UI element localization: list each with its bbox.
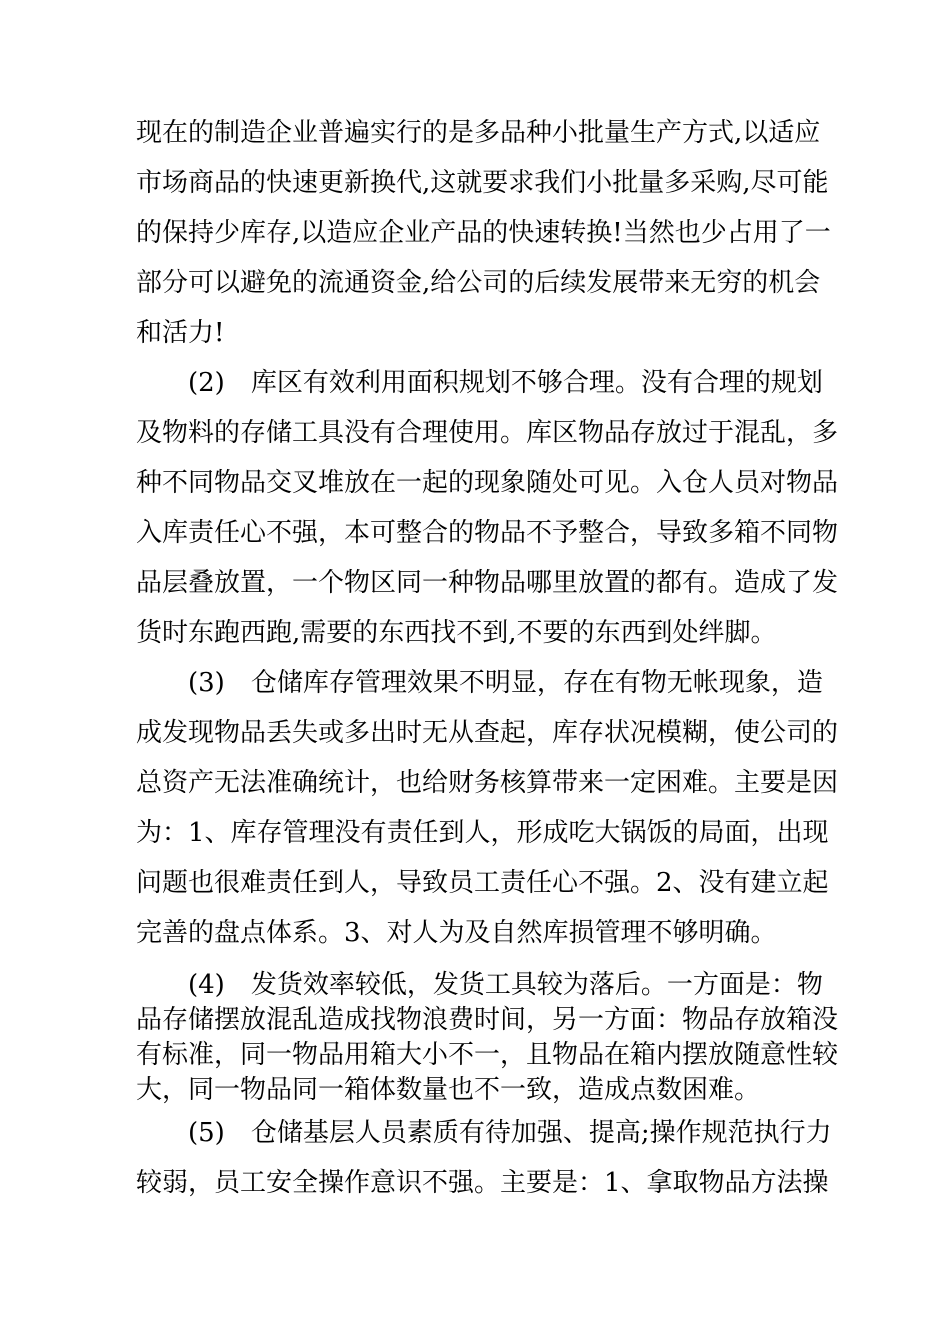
paragraph-5-line-2: 较弱，员工安全操作意识不强。主要是：1、拿取物品方法操: [136, 1168, 829, 1198]
paragraph-1-line-4: 部分可以避免的流通资金,给公司的后续发展带来无穷的机会: [136, 268, 821, 298]
paragraph-4-line-2: 品存储摆放混乱造成找物浪费时间，另一方面：物品存放箱没: [136, 1005, 839, 1035]
paragraph-4-line-3: 有标准，同一物品用箱大小不一，且物品在箱内摆放随意性较: [136, 1040, 839, 1070]
paragraph-2-line-4: 入库责任心不强，本可整合的物品不予整合，导致多箱不同物: [136, 518, 839, 548]
paragraph-2-line-5: 品层叠放置，一个物区同一种物品哪里放置的都有。造成了发: [136, 568, 839, 598]
paragraph-1-line-3: 的保持少库存,以造应企业产品的快速转换!当然也少占用了一: [136, 218, 831, 248]
paragraph-1-line-5: 和活力!: [136, 318, 225, 348]
paragraph-3-line-4: 为：1、库存管理没有责任到人，形成吃大锅饭的局面，出现: [136, 818, 829, 848]
paragraph-3-line-5: 问题也很难责任到人，导致员工责任心不强。2、没有建立起: [136, 868, 829, 898]
paragraph-2-line-1: (2) 库区有效利用面积规划不够合理。没有合理的规划: [188, 368, 823, 398]
paragraph-4-line-1: (4) 发货效率较低，发货工具较为落后。一方面是：物: [188, 970, 823, 1000]
paragraph-3-line-2: 成发现物品丢失或多出时无从查起，库存状况模糊，使公司的: [136, 718, 839, 748]
paragraph-2-line-3: 种不同物品交叉堆放在一起的现象随处可见。入仓人员对物品: [136, 468, 839, 498]
paragraph-5-line-1: (5) 仓储基层人员素质有待加强、提高;操作规范执行力: [188, 1118, 832, 1148]
paragraph-3-line-1: (3) 仓储库存管理效果不明显，存在有物无帐现象，造: [188, 668, 823, 698]
paragraph-2-line-2: 及物料的存储工具没有合理使用。库区物品存放过于混乱，多: [136, 418, 839, 448]
paragraph-4-line-4: 大，同一物品同一箱体数量也不一致，造成点数困难。: [136, 1075, 761, 1105]
paragraph-2-line-6: 货时东跑西跑,需要的东西找不到,不要的东西到处绊脚。: [136, 618, 777, 648]
paragraph-1-line-1: 现在的制造企业普遍实行的是多品种小批量生产方式,以适应: [136, 118, 821, 148]
paragraph-3-line-3: 总资产无法准确统计，也给财务核算带来一定困难。主要是因: [136, 768, 839, 798]
paragraph-1-line-2: 市场商品的快速更新换代,这就要求我们小批量多采购,尽可能: [136, 168, 829, 198]
paragraph-3-line-6: 完善的盘点体系。3、对人为及自然库损管理不够明确。: [136, 918, 777, 948]
